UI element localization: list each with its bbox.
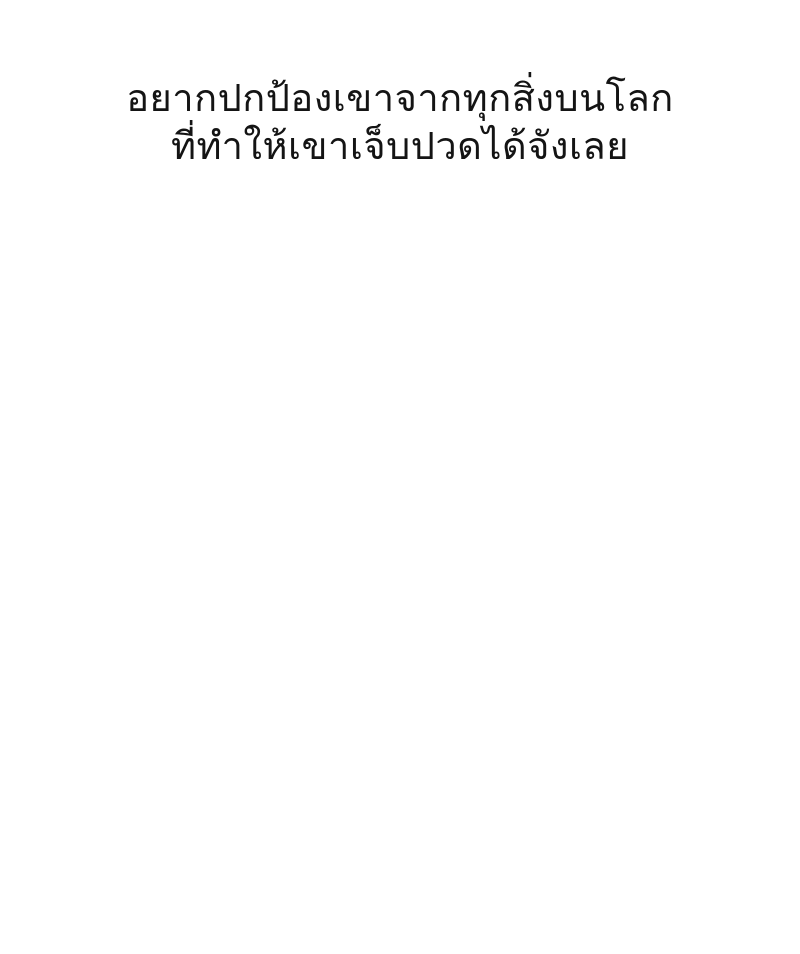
narration-line-2: ที่ทำให้เขาเจ็บปวดได้จังเลย <box>170 124 629 168</box>
narration-line-1: อยากปกป้องเขาจากทุกสิ่งบนโลก <box>126 76 674 120</box>
narration-text <box>0 74 800 170</box>
